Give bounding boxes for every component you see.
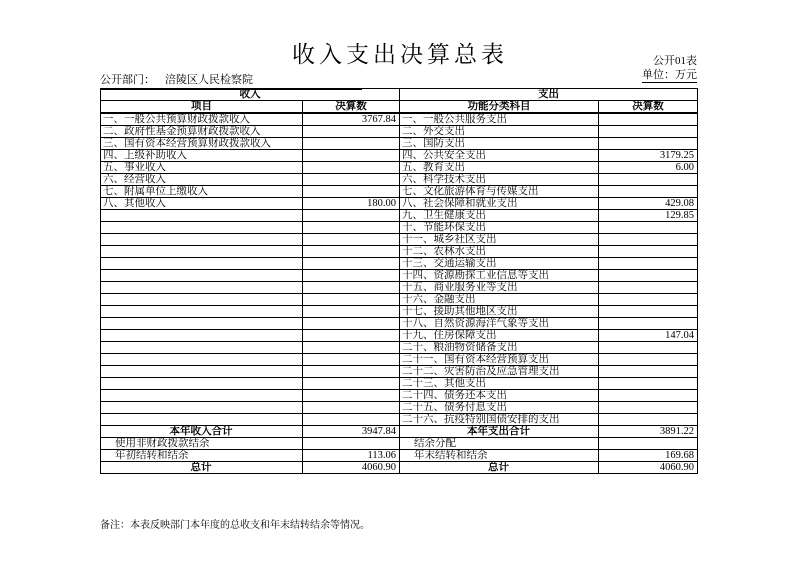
table-row: [101, 198, 698, 210]
income-amount-cell: [303, 366, 400, 378]
income-item-cell: [101, 354, 303, 366]
expense-amount-cell: 3179.25: [599, 150, 698, 162]
income-item-cell: [101, 390, 303, 402]
table-row: [101, 210, 698, 222]
income-item-cell: 六、经营收入: [101, 174, 303, 186]
expense-item-cell: 二十四、债务还本支出: [400, 390, 599, 402]
expense-amount-cell: 129.85: [599, 210, 698, 222]
income-amount-cell: [303, 282, 400, 294]
expense-item-cell: 二十一、国有资本经营预算支出: [400, 354, 599, 366]
expense-amount-cell: [599, 342, 698, 354]
income-amount-cell: [303, 270, 400, 282]
table-row: [101, 162, 698, 174]
expense-item-cell: 五、教育支出: [400, 162, 599, 174]
income-item-cell: 二、政府性基金预算财政拨款收入: [101, 126, 303, 138]
income-item-cell: 一、一般公共预算财政拨款收入: [101, 113, 303, 126]
expense-amount-cell: [599, 390, 698, 402]
expense-item-cell: 二十五、债务付息支出: [400, 402, 599, 414]
income-item-cell: [101, 282, 303, 294]
income-item-cell: [101, 222, 303, 234]
table-row: [101, 174, 698, 186]
expense-summary-label-cell: 结余分配: [400, 438, 599, 450]
income-item-cell: 八、其他收入: [101, 198, 303, 210]
income-amount-cell: [303, 378, 400, 390]
income-summary-label-cell: 本年收入合计: [101, 426, 303, 438]
summary-row: [101, 450, 698, 462]
summary-row: [101, 462, 698, 474]
income-amount-cell: [303, 354, 400, 366]
table-row: [101, 366, 698, 378]
expense-item-cell: 十一、城乡社区支出: [400, 234, 599, 246]
expense-item-cell: 九、卫生健康支出: [400, 210, 599, 222]
income-amount-cell: [303, 186, 400, 198]
expense-amount-cell: 6.00: [599, 162, 698, 174]
expense-item-cell: 十四、资源勘探工业信息等支出: [400, 270, 599, 282]
income-amount-cell: [303, 234, 400, 246]
income-amount-header: 决算数: [303, 101, 400, 114]
income-amount-cell: [303, 222, 400, 234]
expense-amount-cell: [599, 318, 698, 330]
income-item-header: 项目: [101, 101, 303, 114]
expense-item-cell: 十五、商业服务业等支出: [400, 282, 599, 294]
expense-amount-cell: [599, 222, 698, 234]
table-row: [101, 222, 698, 234]
expense-amount-cell: [599, 354, 698, 366]
table-row: [101, 258, 698, 270]
expense-summary-label-cell: 总计: [400, 462, 599, 474]
income-amount-cell: [303, 258, 400, 270]
expense-amount-cell: [599, 174, 698, 186]
department-name: 涪陵区人民检察院: [165, 74, 253, 86]
meta-right-block: [642, 54, 697, 83]
expense-item-cell: 一、一般公共服务支出: [400, 113, 599, 126]
expense-item-cell: 二十二、灾害防治及应急管理支出: [400, 366, 599, 378]
table-row: [101, 318, 698, 330]
expense-item-cell: 八、社会保障和就业支出: [400, 198, 599, 210]
income-item-cell: 三、国有资本经营预算财政拨款收入: [101, 138, 303, 150]
expense-summary-amount-cell: 4060.90: [599, 462, 698, 474]
income-amount-cell: [303, 390, 400, 402]
summary-row: [101, 426, 698, 438]
expense-summary-amount-cell: 3891.22: [599, 426, 698, 438]
expense-summary-amount-cell: [599, 438, 698, 450]
expense-amount-cell: [599, 402, 698, 414]
department-label: 公开部门：: [100, 74, 155, 86]
expense-item-cell: 三、国防支出: [400, 138, 599, 150]
table-row: [101, 390, 698, 402]
expense-item-cell: 六、科学技术支出: [400, 174, 599, 186]
expense-amount-cell: [599, 113, 698, 126]
income-amount-cell: [303, 306, 400, 318]
expense-summary-label-cell: 年末结转和结余: [400, 450, 599, 462]
income-amount-cell: [303, 402, 400, 414]
expense-item-cell: 十七、援助其他地区支出: [400, 306, 599, 318]
expense-amount-cell: [599, 378, 698, 390]
income-amount-cell: 180.00: [303, 198, 400, 210]
budget-table: [100, 88, 698, 474]
table-code: 公开01表: [653, 55, 697, 67]
expense-summary-amount-cell: 169.68: [599, 450, 698, 462]
income-amount-cell: [303, 126, 400, 138]
income-amount-cell: [303, 414, 400, 426]
income-item-cell: [101, 342, 303, 354]
table-row: [101, 414, 698, 426]
income-item-cell: [101, 402, 303, 414]
table-row: [101, 150, 698, 162]
expense-amount-cell: [599, 126, 698, 138]
table-row: [101, 306, 698, 318]
income-amount-cell: 3767.84: [303, 113, 400, 126]
income-item-cell: 四、上级补助收入: [101, 150, 303, 162]
income-item-cell: [101, 246, 303, 258]
income-summary-amount-cell: 3947.84: [303, 426, 400, 438]
expense-item-header: 功能分类科目: [400, 101, 599, 114]
expense-item-cell: 七、文化旅游体育与传媒支出: [400, 186, 599, 198]
table-row: [101, 113, 698, 126]
footnote: 备注：本表反映部门本年度的总收支和年末结转结余等情况。: [100, 520, 370, 531]
income-item-cell: [101, 270, 303, 282]
income-item-cell: [101, 330, 303, 342]
expense-amount-cell: [599, 282, 698, 294]
income-summary-amount-cell: 4060.90: [303, 462, 400, 474]
income-summary-label-cell: 使用非财政拨款结余: [101, 438, 303, 450]
income-item-cell: [101, 258, 303, 270]
income-amount-cell: [303, 150, 400, 162]
expense-item-cell: 十九、住房保障支出: [400, 330, 599, 342]
table-row: [101, 354, 698, 366]
income-item-cell: [101, 366, 303, 378]
table-row: [101, 138, 698, 150]
expense-item-cell: 四、公共安全支出: [400, 150, 599, 162]
table-row: [101, 234, 698, 246]
expense-section-header: 支出: [400, 89, 698, 101]
income-item-cell: [101, 378, 303, 390]
income-amount-cell: [303, 318, 400, 330]
income-item-cell: [101, 306, 303, 318]
table-row: [101, 126, 698, 138]
expense-item-cell: 十六、金融支出: [400, 294, 599, 306]
income-item-cell: [101, 210, 303, 222]
expense-amount-cell: [599, 306, 698, 318]
income-item-cell: 五、事业收入: [101, 162, 303, 174]
column-header-row: [101, 101, 698, 114]
table-row: [101, 186, 698, 198]
expense-amount-cell: [599, 366, 698, 378]
income-amount-cell: [303, 342, 400, 354]
income-amount-cell: [303, 246, 400, 258]
income-amount-cell: [303, 162, 400, 174]
expense-item-cell: 十八、自然资源海洋气象等支出: [400, 318, 599, 330]
summary-row: [101, 438, 698, 450]
income-amount-cell: [303, 330, 400, 342]
page-title: 收入支出决算总表: [292, 42, 508, 67]
expense-amount-cell: [599, 414, 698, 426]
expense-item-cell: 二十三、其他支出: [400, 378, 599, 390]
table-row: [101, 246, 698, 258]
income-section-header: 收入: [101, 89, 400, 101]
table-row: [101, 342, 698, 354]
income-amount-cell: [303, 138, 400, 150]
expense-item-cell: 十、节能环保支出: [400, 222, 599, 234]
expense-amount-cell: [599, 138, 698, 150]
income-item-cell: [101, 414, 303, 426]
income-item-cell: [101, 294, 303, 306]
table-row: [101, 282, 698, 294]
income-summary-label-cell: 年初结转和结余: [101, 450, 303, 462]
expense-item-cell: 二十、粮油物资储备支出: [400, 342, 599, 354]
table-row: [101, 378, 698, 390]
expense-amount-cell: [599, 294, 698, 306]
expense-amount-cell: 429.08: [599, 198, 698, 210]
unit-label: 单位：万元: [642, 69, 697, 81]
expense-amount-cell: [599, 258, 698, 270]
expense-item-cell: 十三、交通运输支出: [400, 258, 599, 270]
section-header-row: [101, 89, 698, 101]
income-summary-amount-cell: [303, 438, 400, 450]
income-summary-amount-cell: 113.06: [303, 450, 400, 462]
table-row: [101, 330, 698, 342]
income-amount-cell: [303, 210, 400, 222]
income-item-cell: [101, 234, 303, 246]
income-item-cell: [101, 318, 303, 330]
table-row: [101, 270, 698, 282]
expense-item-cell: 二十六、抗疫特别国债安排的支出: [400, 414, 599, 426]
income-amount-cell: [303, 294, 400, 306]
table-row: [101, 294, 698, 306]
expense-amount-cell: [599, 186, 698, 198]
expense-amount-cell: [599, 270, 698, 282]
expense-item-cell: 二、外交支出: [400, 126, 599, 138]
income-amount-cell: [303, 174, 400, 186]
expense-amount-cell: 147.04: [599, 330, 698, 342]
income-summary-label-cell: 总计: [101, 462, 303, 474]
expense-amount-cell: [599, 246, 698, 258]
expense-summary-label-cell: 本年支出合计: [400, 426, 599, 438]
expense-amount-header: 决算数: [599, 101, 698, 114]
expense-item-cell: 十二、农林水支出: [400, 246, 599, 258]
expense-amount-cell: [599, 234, 698, 246]
table-row: [101, 402, 698, 414]
income-item-cell: 七、附属单位上缴收入: [101, 186, 303, 198]
